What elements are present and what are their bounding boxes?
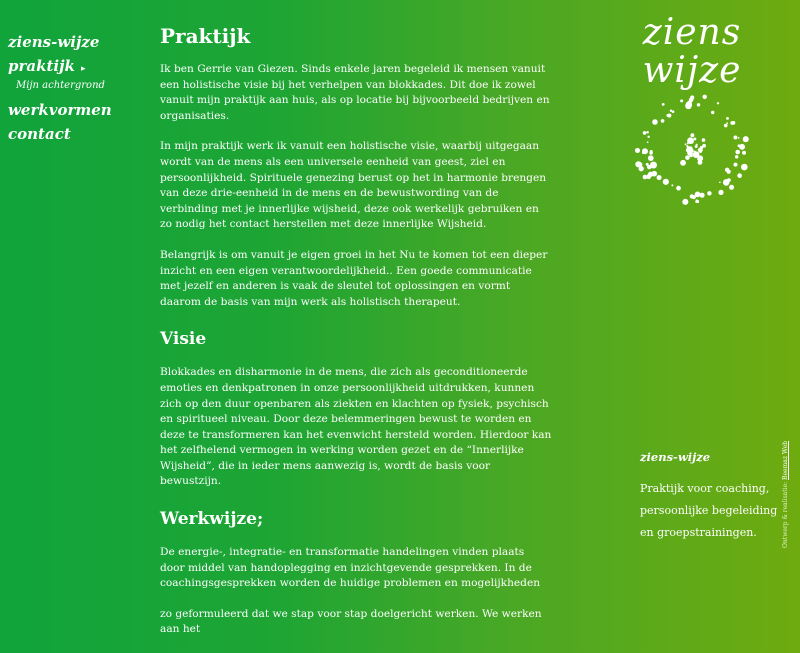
logo-dot <box>698 160 703 165</box>
logo-dot <box>741 164 748 171</box>
logo-dot <box>741 146 743 148</box>
logo-dot <box>735 155 738 158</box>
section-heading-visie: Visie <box>160 329 207 350</box>
dotted-circle-icon <box>632 90 752 210</box>
triangle-right-icon: ▸ <box>80 64 86 74</box>
logo-dot <box>635 148 640 153</box>
credit-link[interactable]: Beemaz Web <box>782 441 789 480</box>
logo-dot <box>693 138 696 141</box>
logo-dot <box>642 148 648 154</box>
paragraph: Belangrijk is om vanuit je eigen groei in het Nu te komen tot een dieper inzicht en een eigen verantwoordelijkheid.. Een goede communicatie met jezelf en anderen is vaak de sleutel tot oplossingen en vormt daarom de basis van mijn werk als holistisch therapeut. <box>160 248 548 308</box>
page-title: Praktijk <box>160 24 251 48</box>
logo-dot <box>699 195 701 197</box>
nav-label: praktijk <box>8 57 75 75</box>
logo-dot <box>718 190 723 195</box>
paragraph: De energie-, integratie- en transformatie handelingen vinden plaats door middel van handoplegging en inzichtgevende gesprekken. In de coachingsgesprekken worden de huidige problemen en mogelijkheden <box>160 546 541 590</box>
logo-dot <box>643 175 648 180</box>
logo-dot <box>663 179 669 185</box>
logo-dot <box>685 155 690 160</box>
logo-dot <box>702 138 706 142</box>
nav-item-ziens-wijze[interactable]: ziens-wijze <box>8 33 100 51</box>
logo-dot <box>646 131 649 134</box>
logo-dot <box>690 194 694 198</box>
logo-dot <box>639 166 644 171</box>
logo-dot <box>687 101 691 105</box>
logo-dot <box>726 117 729 120</box>
logo-dot <box>711 111 714 114</box>
nav-item-mijn-achtergrond[interactable]: Mijn achtergrond <box>16 80 105 91</box>
logo-dot <box>657 175 662 180</box>
logo-dot <box>690 133 694 137</box>
credit <box>782 441 789 548</box>
logo-dot <box>726 122 728 124</box>
logo-dot <box>732 121 736 125</box>
logo-dot <box>739 175 742 178</box>
logo-dot <box>738 137 740 139</box>
logo-dot <box>701 149 703 151</box>
logo-dot <box>648 172 653 177</box>
paragraph: zo geformuleerd dat we stap voor stap doelgericht werken. We werken aan het <box>160 607 542 636</box>
logo-line1: ziens <box>642 12 742 53</box>
logo-dot <box>688 151 692 155</box>
logo-dot <box>666 114 669 117</box>
logo-dot <box>707 191 711 195</box>
logo-dot <box>647 141 649 143</box>
logo-dot <box>727 170 731 174</box>
nav-item-contact[interactable]: contact <box>8 125 71 143</box>
logo-dot <box>702 95 706 99</box>
paragraph: Ik ben Gerrie van Giezen. Sinds enkele jaren begeleid ik mensen vanuit een holistische visie bij het verhelpen van blokkades. Dit doe ik zowel vanuit mijn praktijk aan huis, als op locatie bij bijvoorbeeld bedrijven en organisaties. <box>160 63 550 122</box>
side-text: Praktijk voor coaching, persoonlijke begeleiding en groepstrainingen. <box>640 482 778 539</box>
logo-dot <box>648 155 654 161</box>
logo-dot <box>652 119 658 125</box>
logo-dot <box>689 139 693 143</box>
paragraph: Blokkades en disharmonie in de mens, die zich als geconditioneerde emoties en denkpatronen in onze persoonlijkheid uitdrukken, kunnen zich op den duur openbaren als ziekten en klachten op fysiek, psychisch en spiritueel niveau. Door deze belemmeringen bewust te worden en deze te transformeren kan het evenwicht hersteld worden. Hierdoor kan het zelfhelend vermogen in werking worden gezet en de “Innerlijke Wijsheid”, die in ieder mens aanwezig is, wordt de basis voor bewustzijn. <box>160 366 552 488</box>
nav-item-werkvormen[interactable]: werkvormen <box>8 101 112 119</box>
logo-dot <box>733 163 737 167</box>
logo-dot <box>729 185 734 190</box>
logo-dot <box>676 186 681 191</box>
logo-dot <box>719 181 721 183</box>
logo-dot <box>680 160 686 166</box>
logo-dot <box>693 151 699 157</box>
logo-dot <box>650 162 657 169</box>
logo-dot <box>643 131 647 135</box>
logo-dot <box>687 142 689 144</box>
logo-dot <box>649 151 652 154</box>
nav-item-praktijk[interactable] <box>8 54 112 78</box>
logo[interactable] <box>632 14 752 214</box>
logo-dot <box>735 150 740 155</box>
logo-dot <box>742 151 746 155</box>
logo-dot <box>671 184 673 186</box>
logo-dot <box>682 199 688 205</box>
logo-line2: wijze <box>642 50 742 91</box>
logo-dot <box>662 103 665 106</box>
logo-dot <box>690 95 694 99</box>
credit-label: Ontwerp & realisatie: <box>782 481 789 548</box>
logo-dot <box>697 103 700 106</box>
logo-dot <box>647 136 649 138</box>
logo-dot <box>717 102 719 104</box>
logo-dot <box>661 119 665 123</box>
logo-dot <box>743 136 749 142</box>
logo-dot <box>695 145 698 148</box>
logo-dot <box>685 143 687 145</box>
main-nav <box>8 30 112 146</box>
section-heading-werkwijze: Werkwijze; <box>160 509 264 530</box>
side-title: ziens-wijze <box>640 450 711 464</box>
logo-dot <box>687 146 692 151</box>
main-content <box>160 22 552 653</box>
logo-dot <box>680 99 683 102</box>
logo-dot <box>727 178 731 182</box>
paragraph: In mijn praktijk werk ik vanuit een holistische visie, waarbij uitgegaan wordt van de mens als een universele eenheid van geest, ziel en persoonlijkheid. Spirituele genezing berust op het in harmonie brengen van deze drie-eenheid in de mens en de bewustwording van de verbinding met je innerlijke wijsheid, deze ook werkelijk gebruiken en zo nodig het contact herstellen met deze innerlijke Wijsheid. <box>160 140 547 231</box>
logo-dot <box>724 124 728 128</box>
sidebar-info <box>640 450 780 544</box>
logo-dot <box>733 135 737 139</box>
logo-dot <box>672 110 675 113</box>
logo-dot <box>696 200 699 203</box>
